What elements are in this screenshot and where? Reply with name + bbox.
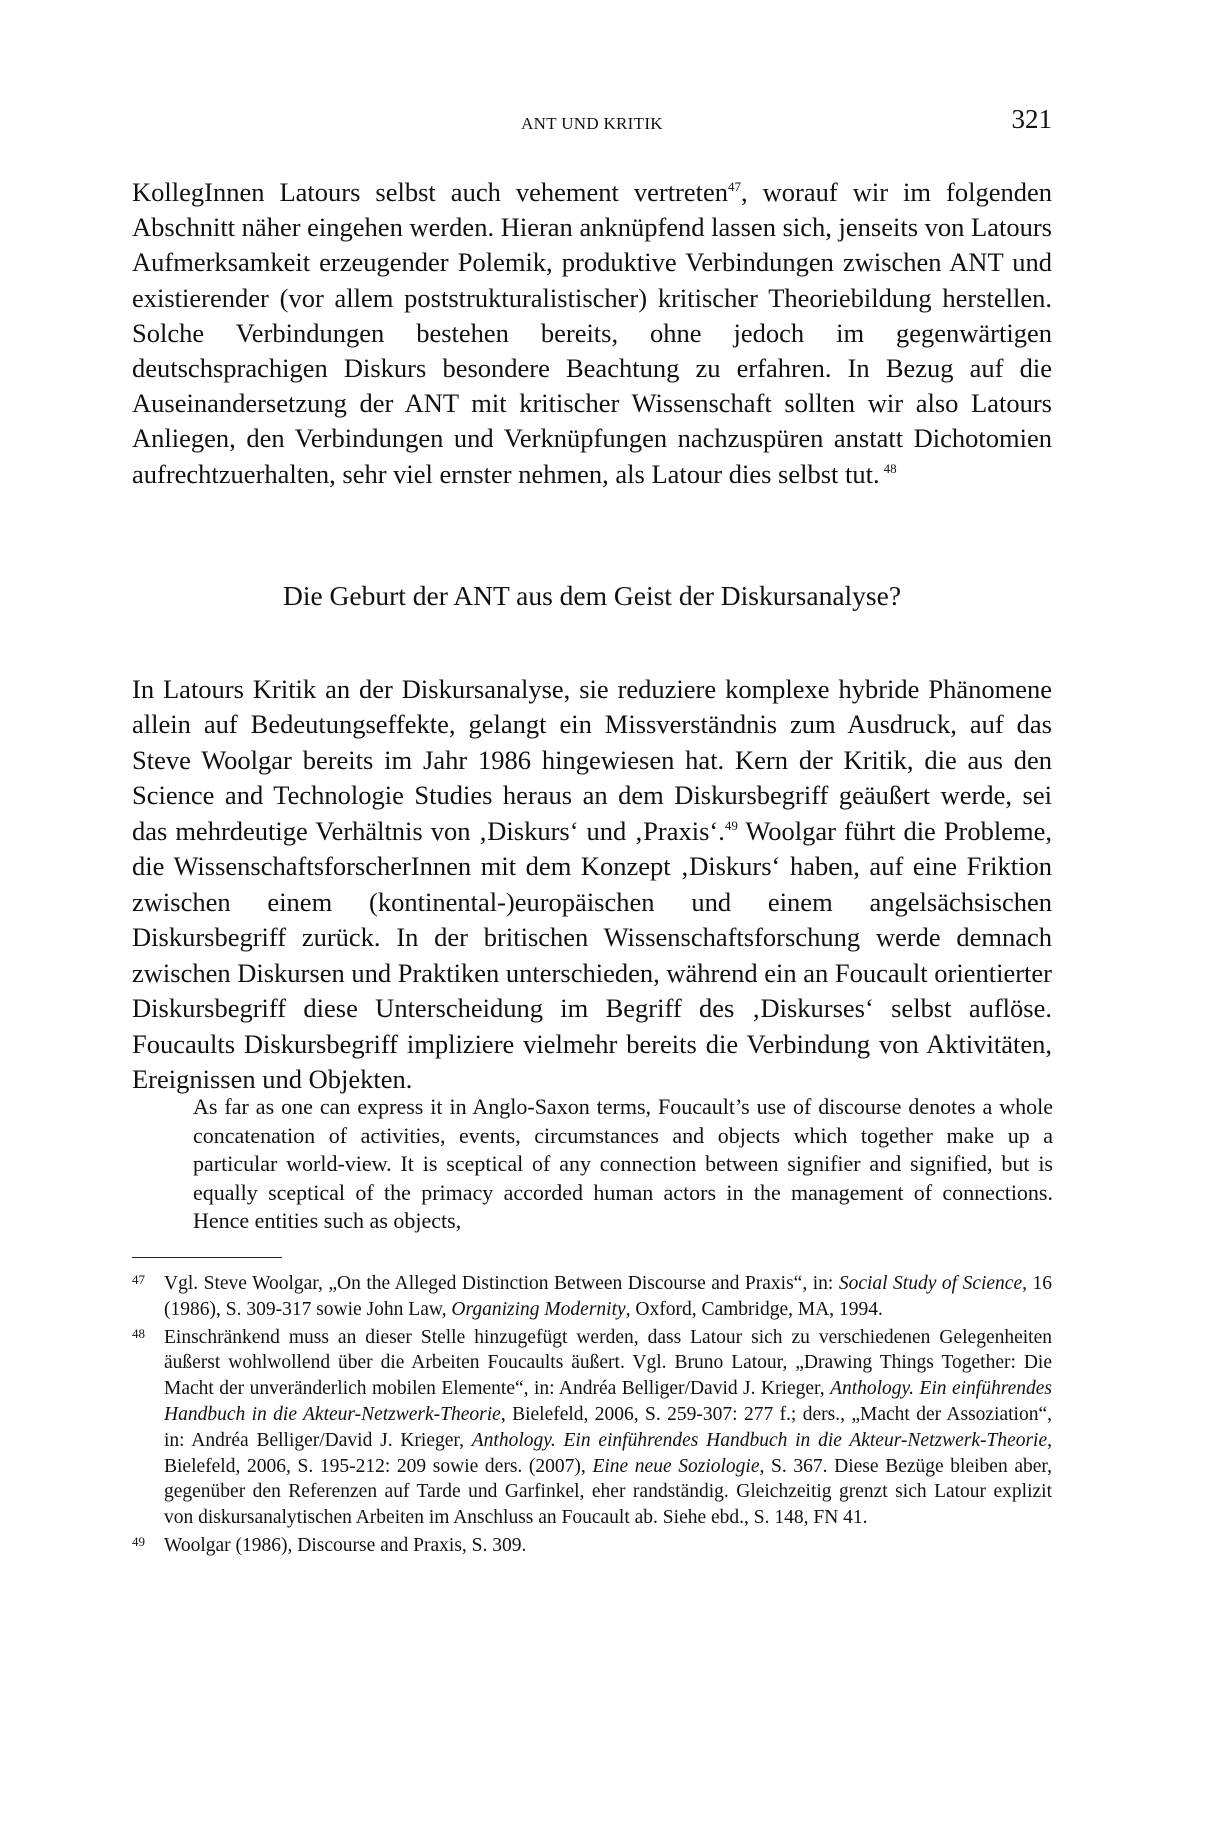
page-header [132,104,1052,140]
footnote-text: , Bielefeld, 2006, S. 259-307: 277 f.; ders., „Macht der Assoziation“, in: Andréa Belliger/David J. Krieger, [164,1403,1052,1451]
footnote-ref-47[interactable]: 47 [728,179,742,195]
running-head: ANT UND KRITIK [521,114,663,133]
section-text-2: Woolgar führt die Probleme, die WissenschaftsforscherInnen mit dem Konzept ‚Diskurs‘ haben, auf eine Friktion zwischen einem (kontinental-)europäischen und einem angelsächsischen Diskursbegriff zurück. In der britischen Wissenschaftsforschung werde demnach zwischen Diskursen und Praktiken unterschieden, während ein an Foucault orientierter Diskursbegriff diese Unterscheidung im Begriff des ‚Diskurses‘ selbst auflöse. Foucaults Diskursbegriff impliziere vielmehr bereits die Verbindung von Aktivitäten, Ereignissen und Objekten. [132,815,1053,1094]
footnote-text: , Bielefeld, 2006, S. 195-212: 209 sowie ders. (2007), [164,1429,1053,1477]
footnote-divider [132,1257,282,1258]
footnote-ref-49[interactable]: 49 [724,817,738,833]
section-heading: Die Geburt der ANT aus dem Geist der Diskursanalyse? [282,580,902,611]
footnote-text: , S. 367. Diese Bezüge bleiben aber, gegenüber den Referenzen auf Tarde und Garfinkel, eher randständig. Gleichzeitig grenzt sich Latour explizit von diskursanalytischen Arbeiten im Anschluss an Foucault ab. Siehe ebd., S. 148, FN 41. [164,1455,1052,1529]
footnote-49 [132,1533,1052,1559]
footnote-title: Anthology. Ein einführendes Handbuch in die Akteur-Netzwerk-Theorie [164,1378,1052,1425]
footnote-title: Organizing Modernity [451,1298,626,1320]
footnote-text: , Oxford, Cambridge, MA, 1994. [625,1298,883,1320]
intro-paragraph [132,175,1052,492]
footnote-text: Woolgar (1986), Discourse and Praxis, S. 309. [164,1534,527,1556]
footnotes [132,1271,1052,1561]
intro-text-2: , worauf wir im folgenden Abschnitt näher eingehen werden. Hieran anknüpfend lassen sich, jenseits von Latours Aufmerksamkeit erzeugender Polemik, produktive Verbindungen zwischen ANT und existierender (vor allem poststrukturalistischer) kritischer Theoriebildung herstellen. Solche Verbindungen bestehen bereits, ohne jedoch im gegenwärtigen deutschsprachigen Diskurs besondere Beachtung zu erfahren. In Bezug auf die Auseinandersetzung der ANT mit kritischer Wissenschaft sollten wir also Latours Anliegen, den Verbindungen und Verknüpfungen nachzuspüren anstatt Dichotomien aufrechtzuerhalten, sehr viel ernster nehmen, als Latour dies selbst tut. [132,177,1053,489]
section-paragraph [132,645,1052,1124]
page-number: 321 [1011,104,1052,134]
footnote-title: Eine neue Soziologie [592,1455,760,1477]
block-quote: As far as one can express it in Anglo-Saxon terms, Foucault’s use of discourse denotes a whole concatenation of activities, events, circumstances and objects which together make up a particular world-view. It is sceptical of any connection between signifier and signified, but is equally sceptical of the primacy accorded human actors in the management of connections. Hence entities such as objects, [193,1094,1053,1234]
footnote-47 [132,1271,1052,1323]
footnote-text: Einschränkend muss an dieser Stelle hinzugefügt werden, dass Latour sich zu verschiedenen Gelegenheiten äußerst wohlwollend über die Arbeiten Foucaults äußert. Vgl. Bruno Latour, „Drawing Things Together: Die Macht der unveränderlich mobilen Elemente“, in: Andréa Belliger/David J. Krieger, [164,1326,1052,1400]
footnote-number: 47 [132,1272,145,1287]
footnote-title: Anthology. Ein einführendes Handbuch in die Akteur-Netzwerk-Theorie [471,1429,1048,1451]
section-text-1: In Latours Kritik an der Diskursanalyse, sie reduziere komplexe hybride Phänomene allein auf Bedeutungseffekte, gelangt ein Missverständnis zum Ausdruck, auf das Steve Woolgar bereits im Jahr 1986 hingewiesen hat. Kern der Kritik, die aus den Science and Technologie Studies heraus an dem Diskursbegriff geäußert werde, sei das mehrdeutige Verhältnis von ‚Diskurs‘ und ‚Praxis‘. [132,673,1052,846]
footnote-number: 48 [132,1325,145,1341]
footnote-48 [132,1325,1052,1531]
footnote-title: Social Study of Science [838,1273,1023,1294]
footnote-ref-48[interactable]: 48 [883,460,897,476]
intro-text-1: KollegInnen Latours selbst auch vehement vertreten [132,177,729,207]
footnote-text: , 16 (1986), S. 309-317 sowie John Law, [164,1273,1052,1320]
footnote-text: Vgl. Steve Woolgar, „On the Alleged Distinction Between Discourse and Praxis“, in: [164,1273,839,1294]
footnote-number: 49 [132,1533,145,1549]
